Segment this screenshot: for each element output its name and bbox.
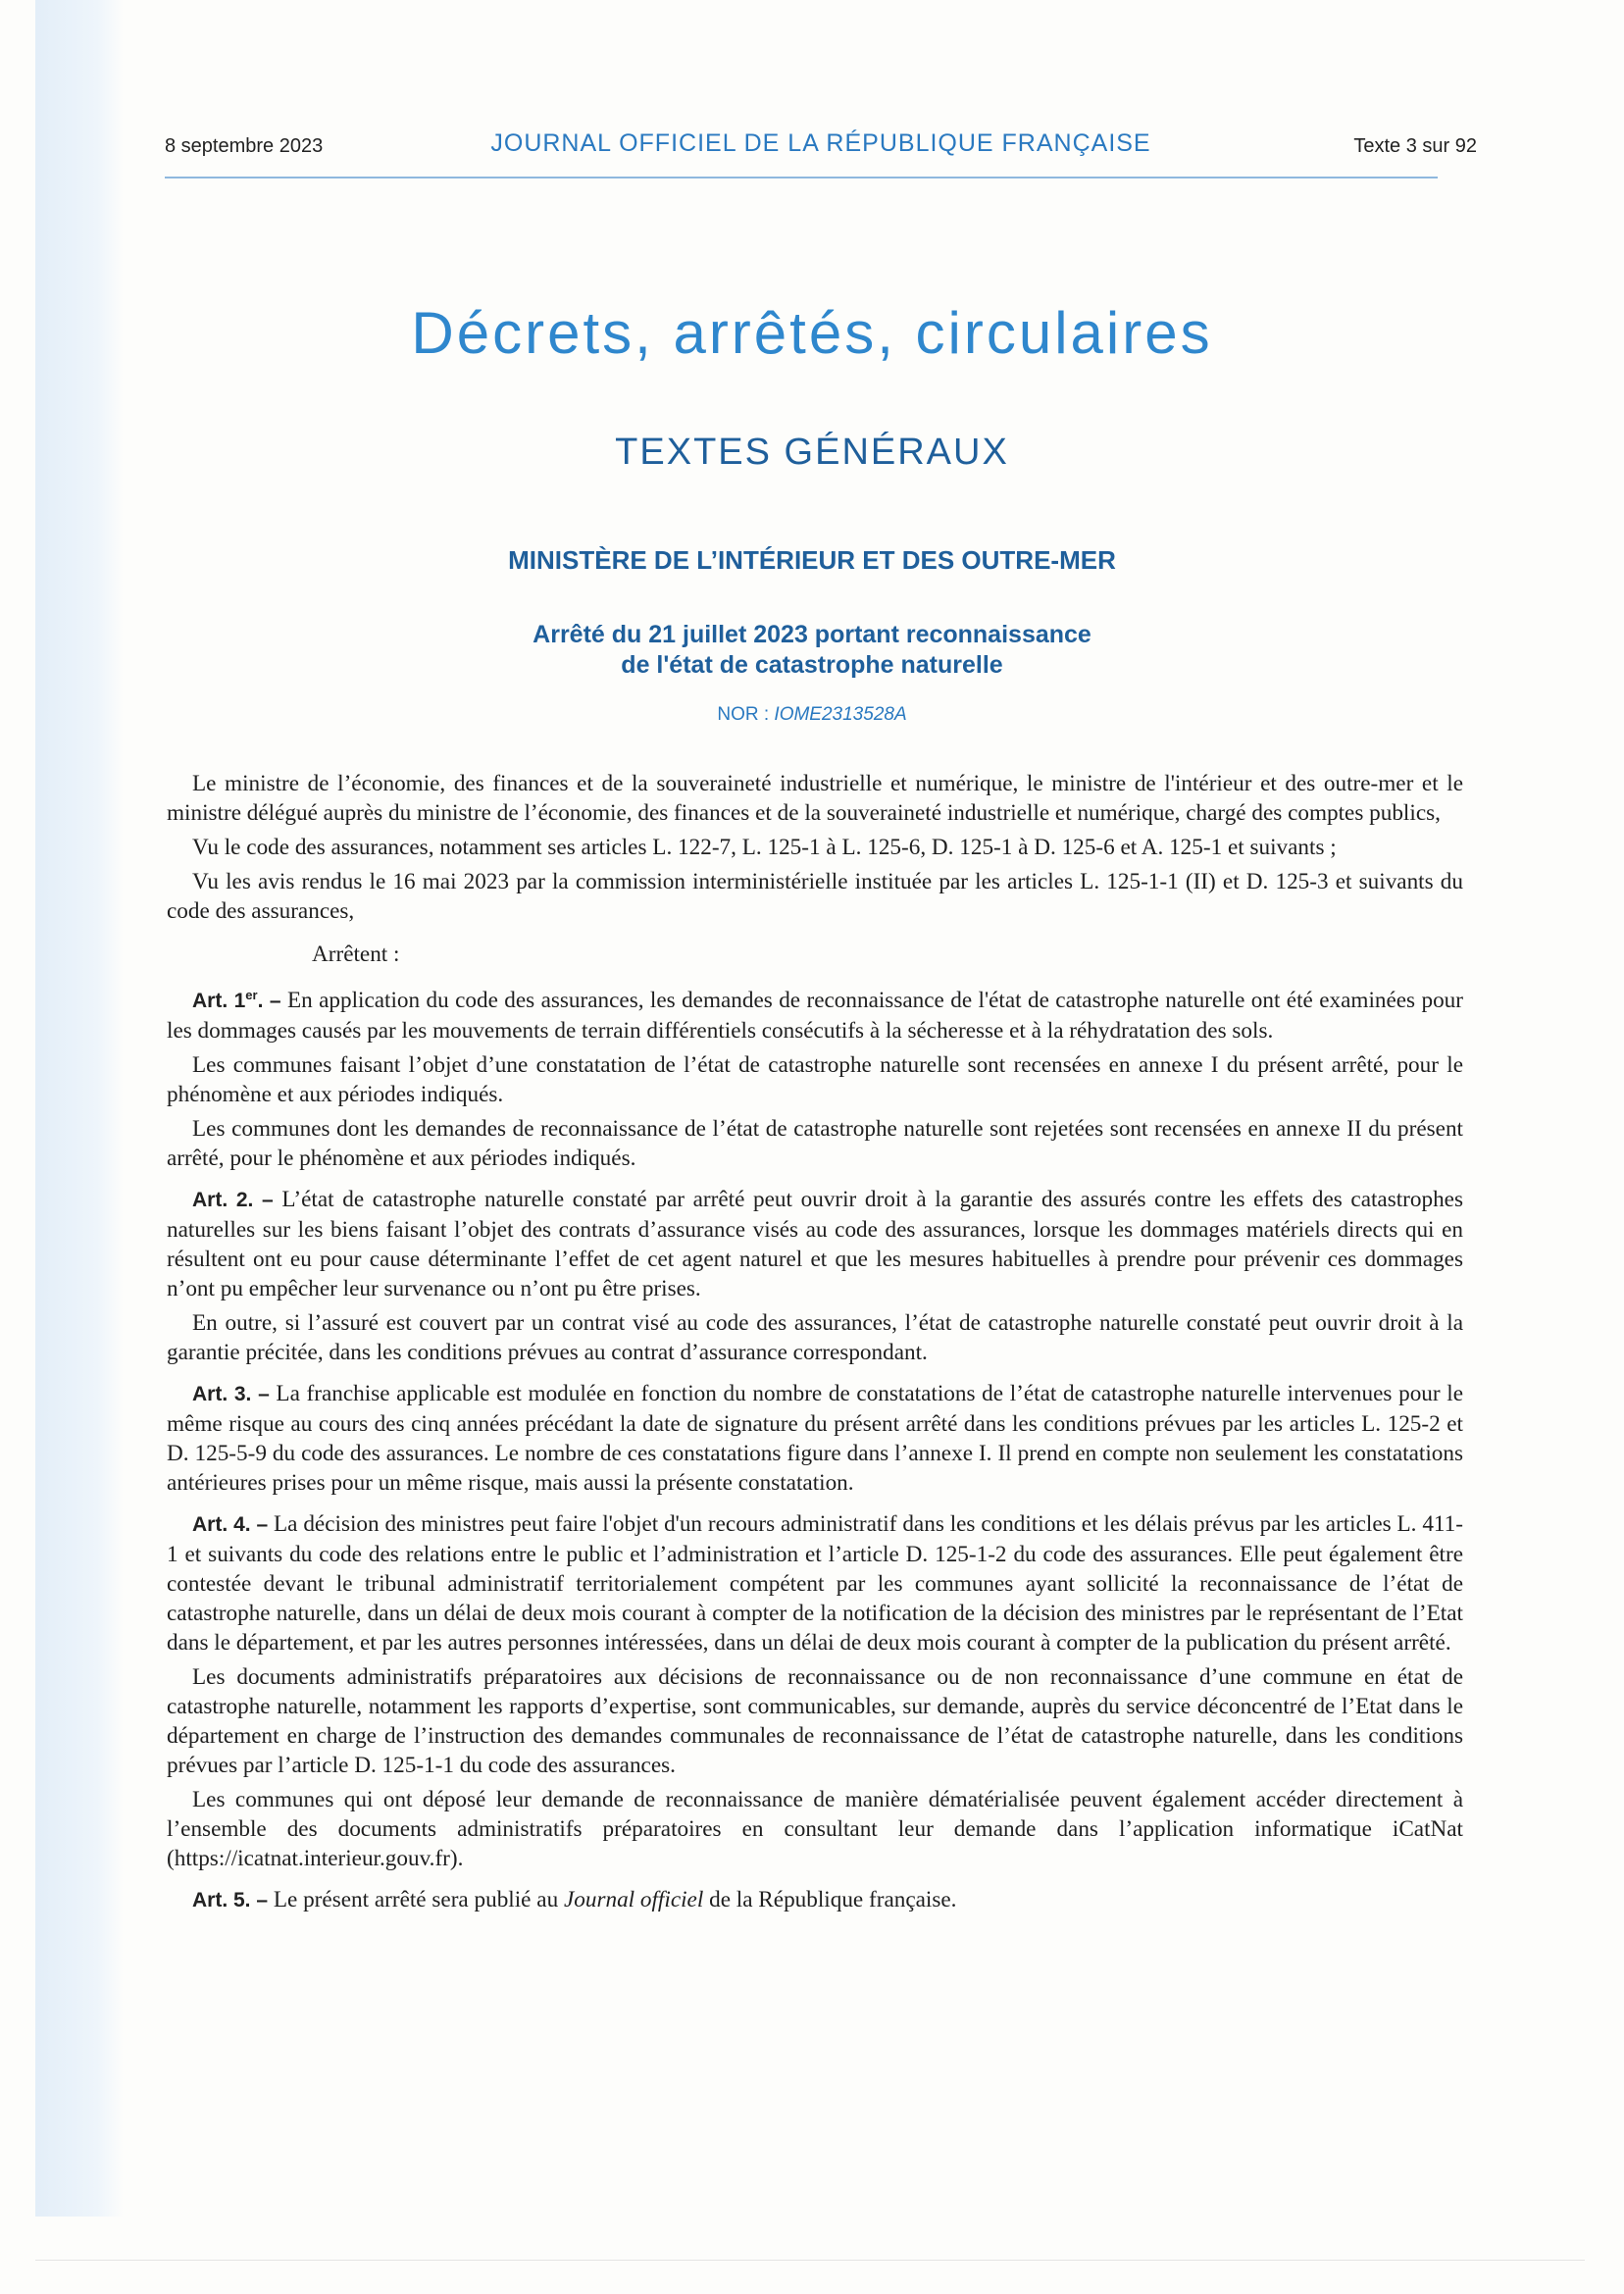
header-page-number: Texte 3 sur 92 (1353, 135, 1477, 157)
preamble-paragraph: Le ministre de l’économie, des finances et de la souveraineté industrielle et numérique, le ministre de l'intérieur et des outre-mer et le ministre délégué auprès du ministre de l’économie, des finances et de la souveraineté industrielle et numérique, chargé des comptes publics, (167, 771, 1463, 826)
article-2-text: L’état de catastrophe naturelle constaté par arrêté peut ouvrir droit à la garantie des assurés contre les effets des catastrophes naturelles sur les biens faisant l’objet des contrats d’assurance visés au code des assurances, lorsque les dommages matériels directs qui en résultent ont eu pour cause déterminante l’effet de cet agent naturel et que les mesures habituelles à prendre pour prévenir ces dommages n’ont pu empêcher leur survenance ou n’ont pu être prises. (167, 1187, 1463, 1301)
ministry-title: MINISTÈRE DE L’INTÉRIEUR ET DES OUTRE-MER (508, 545, 1116, 575)
journal-title: JOURNAL OFFICIEL DE LA RÉPUBLIQUE FRANÇAISE (490, 129, 1151, 157)
document-body (167, 769, 1463, 1920)
article-2-paragraph-2: En outre, si l’assuré est couvert par un contrat visé au code des assurances, l’état de catastrophe naturelle constaté peut ouvrir droit à la garantie précitée, dans les conditions prévues au contrat d’assurance correspondant. (167, 1310, 1463, 1365)
article-3 (167, 1379, 1463, 1498)
article-1-paragraph-3: Les communes dont les demandes de reconnaissance de l’état de catastrophe naturelle sont rejetées sont recensées en annexe II du présent arrêté, pour le phénomène et aux périodes indiqués. (167, 1116, 1463, 1171)
article-4-text: La décision des ministres peut faire l'objet d'un recours administratif dans les conditions et les délais prévus par les articles L. 411-1 et suivants du code des relations entre le public et l’administration et l’article D. 125-1-2 du code des assurances. Elle peut également être contestée devant le tribunal administratif territorialement compétent par les communes ayant sollicité la reconnaissance de l’état de catastrophe naturelle, dans un délai de deux mois courant à compter de la notification de la décision des ministres par le représentant de l’Etat dans le département, et par les autres personnes intéressées, dans un délai de deux mois courant à compter de la publication du présent arrêté. (167, 1511, 1463, 1656)
header-date: 8 septembre 2023 (165, 135, 324, 157)
article-1-text: En application du code des assurances, les demandes de reconnaissance de l'état de catastrophe naturelle ont été examinées pour les dommages causés par les mouvements de terrain différentiels consécutifs à la sécheresse et à la réhydratation des sols. (167, 988, 1463, 1044)
article-5-label: Art. 5. – (192, 1889, 269, 1912)
article-1 (167, 981, 1463, 1045)
arrete-title (0, 620, 1624, 681)
section-title: TEXTES GÉNÉRAUX (615, 432, 1009, 473)
preamble-paragraph: Vu les avis rendus le 16 mai 2023 par la commission interministérielle instituée par les articles L. 125-1-1 (II) et D. 125-3 et suivants du code des assurances, (167, 869, 1463, 924)
article-4 (167, 1509, 1463, 1657)
main-title: Décrets, arrêtés, circulaires (411, 300, 1213, 366)
article-5-text-after: de la République française. (703, 1887, 957, 1912)
nor-label: NOR : (717, 704, 775, 725)
arrete-title-line-1: Arrêté du 21 juillet 2023 portant reconnaissance (533, 621, 1091, 648)
article-2 (167, 1185, 1463, 1303)
article-4-label: Art. 4. – (192, 1513, 269, 1536)
article-2-label: Art. 2. – (192, 1189, 274, 1211)
article-1-paragraph-2: Les communes faisant l’objet d’une constatation de l’état de catastrophe naturelle sont recensées en annexe I du présent arrêté, pour le phénomène et aux périodes indiqués. (167, 1052, 1463, 1107)
header-rule (165, 177, 1438, 178)
article-4-paragraph-3: Les communes qui ont déposé leur demande de reconnaissance de manière dématérialisée peuvent également accéder directement à l’ensemble des documents administratifs préparatoires en consultant leur demande dans l’application informatique iCatNat (https://icatnat.interieur.gouv.fr). (167, 1787, 1463, 1871)
article-1-label: Art. 1er. – (192, 988, 281, 1012)
nor-value: IOME2313528A (774, 704, 907, 725)
article-3-text: La franchise applicable est modulée en fonction du nombre de constatations de l’état de catastrophe naturelle intervenues pour le même risque au cours des cinq années précédant la date de signature du présent arrêté dans les conditions prévues par les articles L. 125-2 et D. 125-5-9 du code des assurances. Le nombre de ces constatations figure dans l’annexe I. Il prend en compte non seulement les constatations antérieures prises pour un même risque, mais aussi la présente constatation. (167, 1381, 1464, 1496)
article-5 (167, 1885, 1463, 1915)
article-3-label: Art. 3. – (192, 1383, 270, 1405)
article-4-paragraph-2: Les documents administratifs préparatoires aux décisions de reconnaissance ou de non reconnaissance d’une commune en état de catastrophe naturelle, notamment les rapports d’expertise, sont communicables, sur demande, auprès du service déconcentré de l’Etat dans le département en charge de l’instruction des demandes communales de reconnaissance de l’état de catastrophe naturelle, dans les conditions prévues par l’article D. 125-1-1 du code des assurances. (167, 1664, 1463, 1778)
page-header (165, 129, 1477, 161)
arretent-heading: Arrêtent : (312, 942, 400, 967)
preamble-paragraph: Vu le code des assurances, notamment ses articles L. 122-7, L. 125-1 à L. 125-6, D. 125-1 à D. 125-6 et A. 125-1 et suivants ; (192, 835, 1337, 860)
article-5-text-before: Le présent arrêté sera publié au (268, 1887, 564, 1912)
bottom-rule (35, 2260, 1585, 2261)
journal-officiel-reference: Journal officiel (563, 1887, 704, 1912)
nor-reference (0, 704, 1624, 726)
arrete-title-line-2: de l'état de catastrophe naturelle (621, 651, 1003, 679)
